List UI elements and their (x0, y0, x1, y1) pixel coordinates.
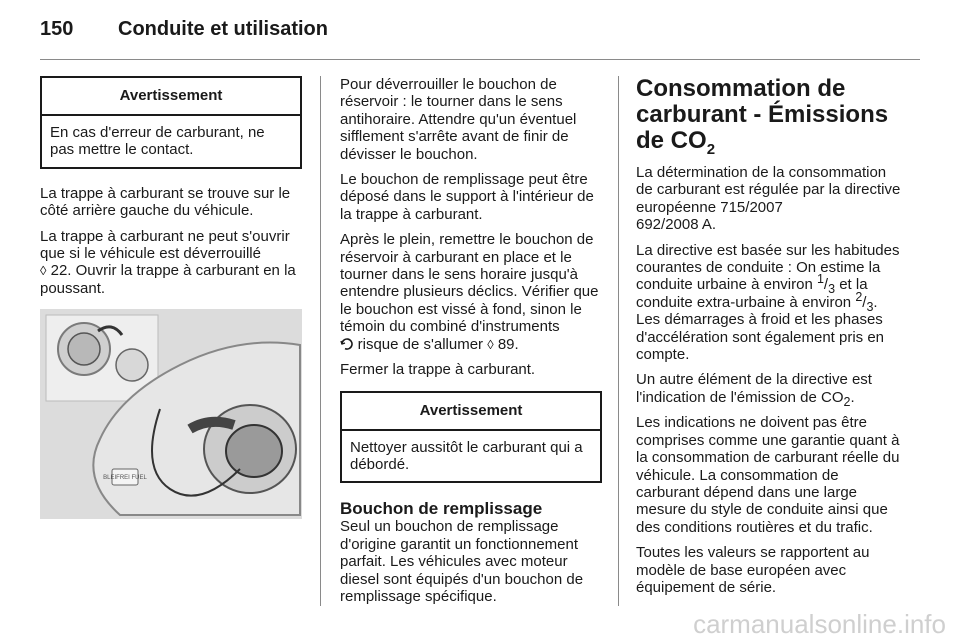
watermark: carmanualsonline.info (693, 609, 946, 639)
paragraph-directive: La détermination de la consommation de carburant est régulée par la directive européenne 715/2007 692/2008 A. (636, 164, 901, 234)
warning-title: Avertissement (342, 393, 600, 431)
fuel-label-text: BLEIFREI FUEL (103, 475, 147, 482)
page-header (40, 18, 328, 48)
warning-text: Nettoyer aussitôt le carburant qui a débordé. (350, 438, 583, 473)
warning-box-spilled-fuel (340, 391, 602, 484)
warning-box-fuel-error (40, 76, 302, 169)
page-ref-icon: ◊ (487, 336, 494, 352)
paragraph-guarantee: Les indications ne doivent pas être comprises comme une garantie quant à la consommation de carburant réelle du véhicule. La consommation de carburant dépend dans une large mesure du style de conduite ainsi que des conditions routières et du trafic. (636, 414, 900, 536)
column-3 (636, 76, 902, 604)
paragraph-base-model: Toutes les valeurs se rapportent au modèle de base européen avec équipement de série. (636, 544, 870, 596)
column-2 (340, 76, 602, 613)
page-ref-icon: ◊ (40, 263, 47, 279)
paragraph-co2: Un autre élément de la directive est l'indication de l'émission de $CO_2$. (636, 371, 872, 409)
column-divider-2 (618, 76, 619, 606)
paragraph-driving-habits: La directive est basée sur les habitudes courantes de conduite : On estime la conduite urbaine à environ $^1/_3$ et la conduite extra-urbaine à environ $^2/_3$. Les démarrages à froid et les phases d'accélération sont également pris en compte. (636, 241, 900, 364)
paragraph-fuel-flap-open: La trappe à carburant ne peut s'ouvrir que si le véhicule est déverrouillé ◊ 22. Ouvrir la trappe à carburant en la poussant. (40, 227, 296, 297)
column-divider-1 (320, 76, 321, 606)
subheading-filler-cap: Bouchon de remplissage (340, 499, 543, 519)
paragraph-refit-cap: Après le plein, remettre le bouchon de réservoir à carburant en place et le tourner dans le sens horaire jusqu'à entendre plusieurs déclics. Vérifier que le bouchon est vissé à fond, sinon le témoin du combiné d'instruments risque de s'allumer ◊ 89. (340, 231, 599, 353)
warning-text: En cas d'erreur de carburant, ne pas mettre le contact. (50, 124, 265, 159)
page-title: Conduite et utilisation (118, 18, 328, 40)
paragraph-cap-holder: Le bouchon de remplissage peut être déposé dans le support à l'intérieur de la trappe à carburant. (340, 171, 594, 223)
page-number: 150 (40, 18, 74, 40)
fuel-flap-illustration (40, 309, 302, 519)
paragraph-filler-cap: Seul un bouchon de remplissage d'origine garantit un fonctionnement parfait. Les véhicules avec moteur diesel sont équipés d'un bouchon de remplissage spécifique. (340, 518, 584, 605)
section-heading-consumption: Consommation de carburant - Émissions de $CO_2$ (636, 75, 889, 158)
header-divider (40, 59, 920, 60)
column-1 (40, 76, 302, 519)
warning-title: Avertissement (42, 78, 300, 116)
paragraph-close-flap: Fermer la trappe à carburant. (340, 361, 536, 379)
paragraph-fuel-flap-location: La trappe à carburant se trouve sur le côté arrière gauche du véhicule. (40, 184, 291, 220)
paragraph-unlock-cap: Pour déverrouiller le bouchon de réservoir : le tourner dans le sens antihoraire. Attendre qu'un éventuel sifflement s'arrête avant de finir de dévisser le bouchon. (340, 76, 577, 163)
fuel-cap-warning-icon (340, 337, 358, 352)
